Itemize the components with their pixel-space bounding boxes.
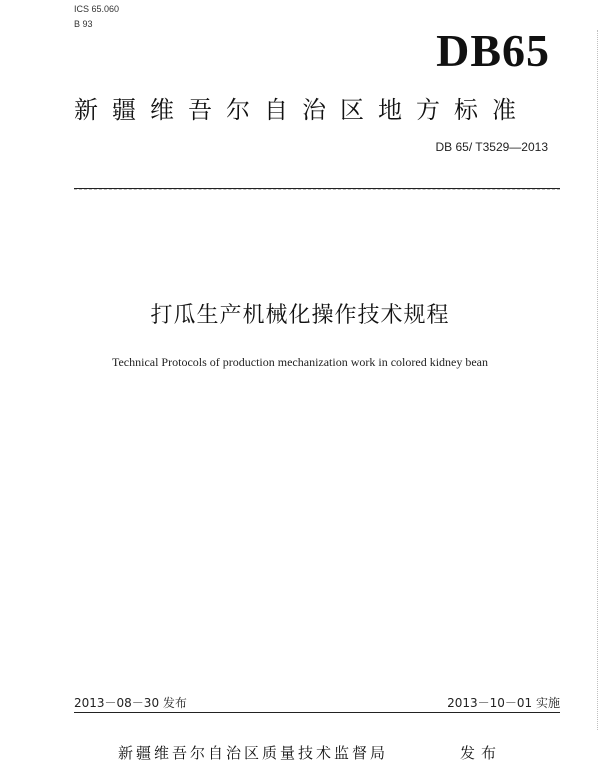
implement-date: 2013－10－01 实施 — [447, 696, 560, 710]
publish-date: 2013－08－30 发布 — [74, 696, 187, 710]
top-divider-shadow — [74, 189, 560, 190]
standard-code: DB 65/ T3529—2013 — [435, 140, 548, 154]
issuer-title: 新疆维吾尔自治区地方标准 — [74, 96, 530, 124]
document-title-english: Technical Protocols of production mechanization work in colored kidney bean — [111, 355, 489, 369]
standard-logo: DB65 — [436, 25, 550, 76]
issue-label: 发布 — [460, 744, 503, 762]
issuing-authority: 新疆维吾尔自治区质量技术监督局 — [118, 744, 389, 762]
ccs-code: B 93 — [74, 19, 93, 29]
ics-code: ICS 65.060 — [74, 4, 120, 14]
document-title-chinese: 打瓜生产机械化操作技术规程 — [150, 303, 450, 328]
scan-edge-noise — [596, 30, 598, 730]
bottom-divider — [74, 712, 560, 713]
